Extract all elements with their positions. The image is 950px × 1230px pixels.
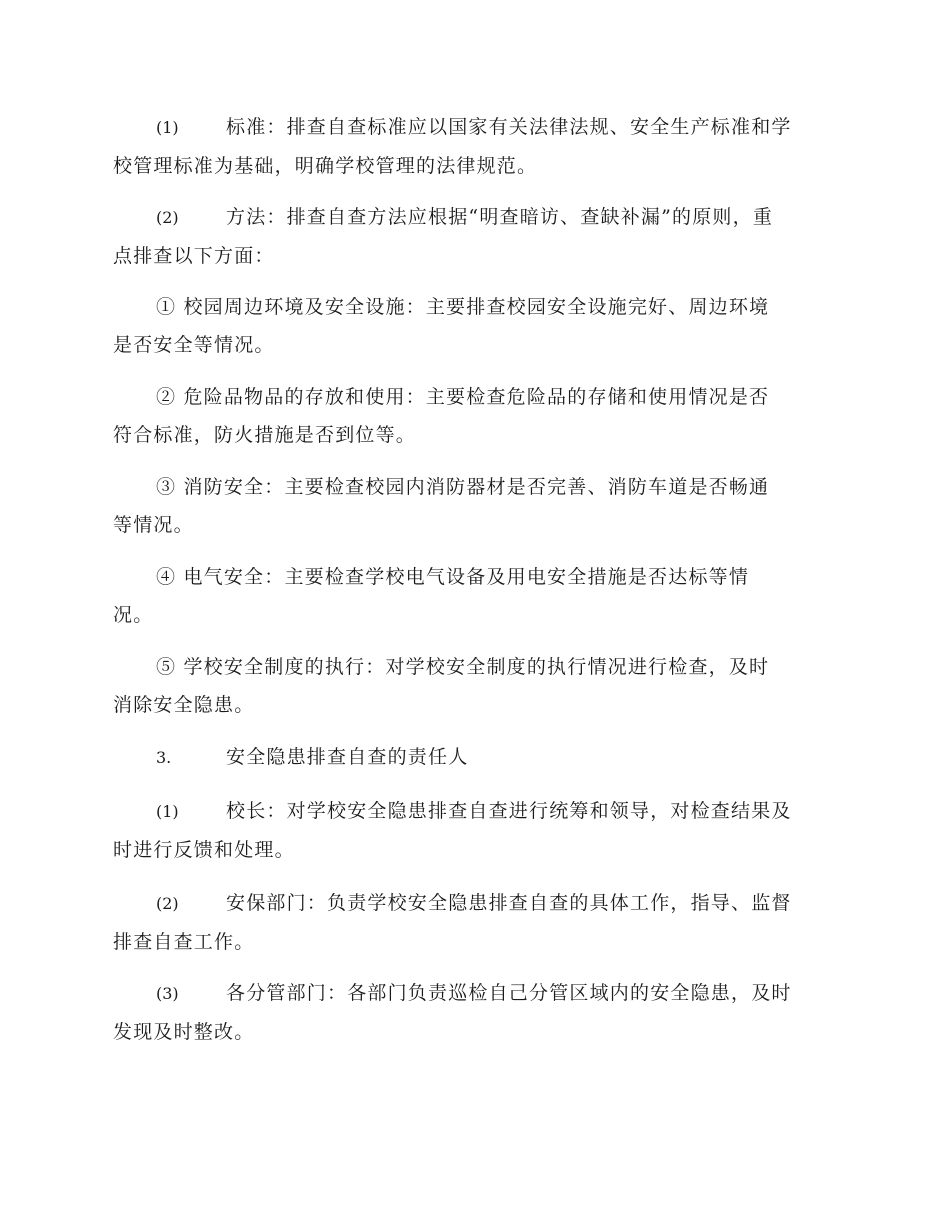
paragraph-line: 是否安全等情况。 xyxy=(113,334,275,356)
paragraph-departments xyxy=(113,974,835,1051)
list-marker: (1) xyxy=(156,802,179,821)
paragraph-line: ⑤ 学校安全制度的执行：对学校安全制度的执行情况进行检查，及时 xyxy=(156,656,770,678)
paragraph-line: 各分管部门：各部门负责巡检自己分管区域内的安全隐患，及时 xyxy=(226,982,792,1004)
list-marker: (1) xyxy=(156,118,179,137)
list-marker: (3) xyxy=(156,984,179,1003)
paragraph-line: 方法：排查自查方法应根据“明查暗访、查缺补漏”的原则，重 xyxy=(226,206,774,228)
paragraph-line: 标准：排查自查标准应以国家有关法律法规、安全生产标准和学 xyxy=(226,116,792,138)
paragraph-campus-environment xyxy=(113,288,835,364)
paragraph-security-dept xyxy=(113,884,835,961)
paragraph-line: 时进行反馈和处理。 xyxy=(113,839,295,861)
paragraph-line: ③ 消防安全：主要检查校园内消防器材是否完善、消防车道是否畅通 xyxy=(156,476,770,498)
paragraph-line: 发现及时整改。 xyxy=(113,1021,255,1043)
paragraph-method xyxy=(113,198,835,275)
paragraph-safety-system xyxy=(113,648,835,724)
paragraph-line: 安保部门：负责学校安全隐患排查自查的具体工作，指导、监督 xyxy=(226,892,792,914)
paragraph-line: 况。 xyxy=(113,604,154,626)
paragraph-line: 校管理标准为基础，明确学校管理的法律规范。 xyxy=(113,155,538,177)
paragraph-line: ① 校园周边环境及安全设施：主要排查校园安全设施完好、周边环境 xyxy=(156,296,770,318)
paragraph-line: 校长：对学校安全隐患排查自查进行统筹和领导，对检查结果及 xyxy=(226,800,792,822)
paragraph-fire-safety xyxy=(113,468,835,544)
section-heading-responsible xyxy=(113,738,835,777)
paragraph-line: 点排查以下方面： xyxy=(113,245,275,267)
list-marker: 3. xyxy=(156,748,172,767)
paragraph-line: 等情况。 xyxy=(113,514,194,536)
list-marker: (2) xyxy=(156,208,179,227)
paragraph-line: 排查自查工作。 xyxy=(113,931,255,953)
paragraph-electrical-safety xyxy=(113,558,835,634)
paragraph-hazardous-goods xyxy=(113,378,835,454)
paragraph-line: 消除安全隐患。 xyxy=(113,694,255,716)
paragraph-principal xyxy=(113,792,835,869)
paragraph-standard xyxy=(113,108,835,185)
list-marker: (2) xyxy=(156,894,179,913)
paragraph-line: 符合标准，防火措施是否到位等。 xyxy=(113,424,417,446)
paragraph-line: 安全隐患排查自查的责任人 xyxy=(226,746,469,768)
paragraph-line: ② 危险品物品的存放和使用：主要检查危险品的存储和使用情况是否 xyxy=(156,386,770,408)
paragraph-line: ④ 电气安全：主要检查学校电气设备及用电安全措施是否达标等情 xyxy=(156,566,750,588)
